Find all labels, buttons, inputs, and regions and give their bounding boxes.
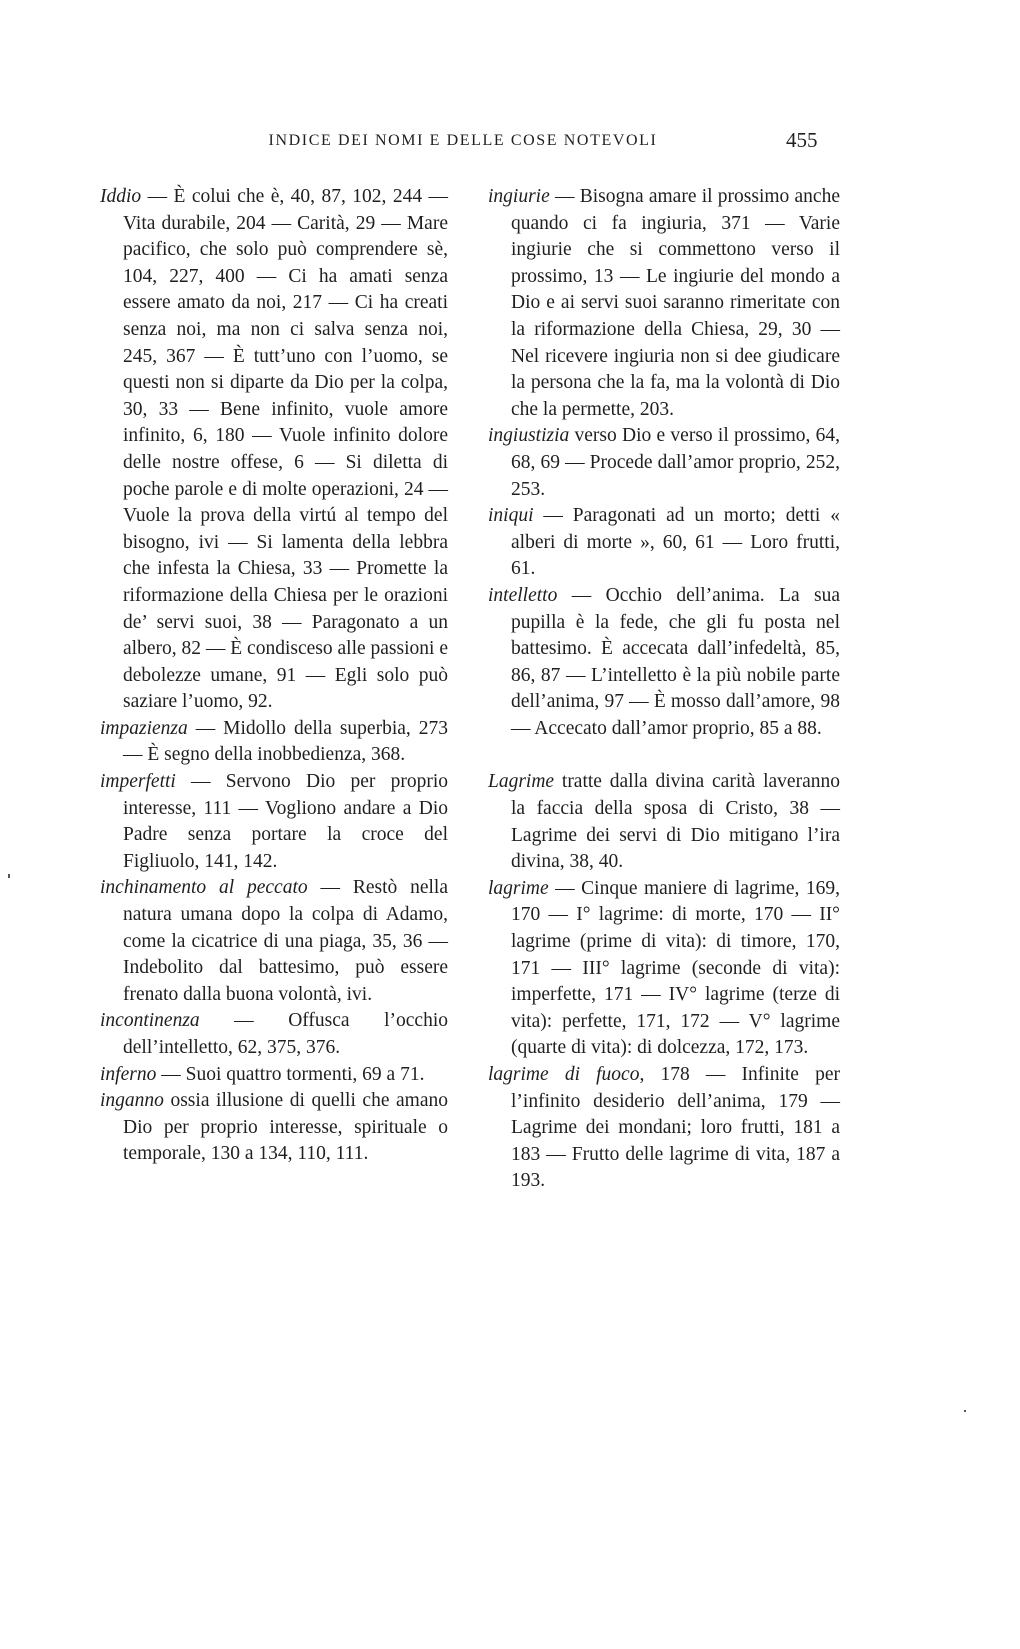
index-entry xyxy=(488,184,840,423)
index-entry xyxy=(100,1062,448,1089)
entry-text: tratte dalla divina carità laveranno la faccia della sposa di Cristo, 38 — Lagrime dei servi di Dio mitigano l’ira divina, 38, 40. xyxy=(511,771,840,873)
entry-text: — Midollo della superbia, 273 — È segno della inobbedienza, 368. xyxy=(123,717,448,766)
entry-text: — Restò nella natura umana dopo la colpa di Adamo, come la cicatrice di una piaga, 35, 36 — Indebolito dal battesimo, può essere frenato dalla buona volontà, ivi. xyxy=(123,877,448,1005)
entry-text: , 178 — Infinite per l’infinito desiderio dell’anima, 179 — Lagrime dei mondani; loro frutti, 181 a 183 — Frutto delle lagrime di vita, 187 a 193. xyxy=(511,1064,841,1192)
index-entry xyxy=(100,1008,448,1061)
index-entry xyxy=(100,875,448,1008)
entry-text: ossia illusione di quelli che amano Dio per proprio interesse, spirituale o temporale, 130 a 134, 110, 111. xyxy=(123,1090,448,1165)
entry-headword: inchinamento al peccato xyxy=(100,877,308,899)
entry-headword: ingiustizia xyxy=(488,425,570,447)
entry-text: — È colui che è, 40, 87, 102, 244 — Vita durabile, 204 — Carità, 29 — Mare pacifico, che solo può comprendere sè, 104, 227, 400 — Ci ha amati senza essere amato da noi, 217 — Ci ha creati senza noi, ma non ci salva senza noi, 245, 367 — È tutt’uno con l’uomo, se questi non si diparte da Dio per la colpa, 30, 33 — Bene infinito, vuole amore infinito, 6, 180 — Vuole infinito dolore delle nostre offese, 6 — Si diletta di poche parole e di molte operazioni, 24 — Vuole la prova della virtú al tempo del bisogno, ivi — Si lamenta della lebbra che infesta la Chiesa, 33 — Promette la riformazione della Chiesa per le orazioni de’ servi suoi, 38 — Paragonato a un albero, 82 — È condisceso alle passioni e debolezze umane, 91 — Egli solo può saziare l’uomo, 92. xyxy=(123,186,448,713)
index-entry xyxy=(488,876,840,1062)
entry-headword: inferno xyxy=(100,1063,157,1085)
scan-speck xyxy=(8,874,10,878)
entry-headword: intelletto xyxy=(488,584,558,606)
index-entry xyxy=(488,503,840,583)
page-number: 455 xyxy=(786,128,818,152)
entry-text: — Paragonati ad un morto; detti « alberi di morte », 60, 61 — Loro frutti, 61. xyxy=(511,505,840,580)
entry-headword: incontinenza xyxy=(100,1010,200,1032)
index-column-left xyxy=(100,184,448,1168)
index-entry xyxy=(488,1062,840,1195)
entry-headword: iniqui xyxy=(488,505,534,527)
entry-text: — Suoi quattro tormenti, 69 a 71. xyxy=(156,1063,425,1085)
running-title: INDICE DEI NOMI E DELLE COSE NOTEVOLI xyxy=(268,132,658,149)
index-entry xyxy=(488,423,840,503)
index-column-right xyxy=(488,184,840,1195)
entry-text: — Offusca l’occhio dell’intelletto, 62, 375, 376. xyxy=(123,1010,448,1058)
entry-text: — Occhio dell’anima. La sua pupilla è la fede, che gli fu posta nel battesimo. È accecata dall’infedeltà, 85, 86, 87 — L’intelletto è la più nobile parte dell’anima, 97 — È mosso dall’amore, 98 — Accecato dall’amor proprio, 85 a 88. xyxy=(511,584,840,739)
entry-text: — Servono Dio per proprio interesse, 111 — Vogliono andare a Dio Padre senza portare la croce del Figliuolo, 141, 142. xyxy=(123,771,448,872)
entry-text: verso Dio e verso il prossimo, 64, 68, 69 — Procede dall’amor proprio, 252, 253. xyxy=(511,425,840,500)
entry-text: — Cinque maniere di lagrime, 169, 170 — I° lagrime: di morte, 170 — II° lagrime (prime di vita): di timore, 170, 171 — III° lagrime (seconde di vita): imperfette, 171 — IV° lagrime (terze di vita): perfette, 171, 172 — V° lagrime (quarte di vita): di dolcezza, 172, 173. xyxy=(511,877,840,1059)
index-entry xyxy=(100,769,448,875)
entry-headword: imperfetti xyxy=(100,771,176,793)
index-entry xyxy=(100,1088,448,1168)
entry-headword: lagrime di fuoco xyxy=(488,1064,640,1085)
entry-headword: Lagrime xyxy=(488,771,555,793)
scan-speck xyxy=(964,1410,966,1412)
index-entry xyxy=(488,583,840,743)
entry-headword: Iddio xyxy=(100,186,142,207)
entry-headword: lagrime xyxy=(488,877,549,899)
entry-text: — Bisogna amare il prossimo anche quando ci fa ingiuria, 371 — Varie ingiurie che si commettono verso il prossimo, 13 — Le ingiurie del mondo a Dio e ai servi suoi saranno rimeritate con la riformazione della Chiesa, 29, 30 — Nel ricevere ingiuria non si dee giudicare la persona che la fa, ma la volontà di Dio che la permette, 203. xyxy=(511,186,840,420)
index-entry xyxy=(100,184,448,716)
index-entry xyxy=(488,769,840,875)
index-entry xyxy=(100,716,448,769)
entry-headword: impazienza xyxy=(100,717,188,739)
entry-headword: ingiurie xyxy=(488,186,550,207)
entry-headword: inganno xyxy=(100,1090,164,1112)
